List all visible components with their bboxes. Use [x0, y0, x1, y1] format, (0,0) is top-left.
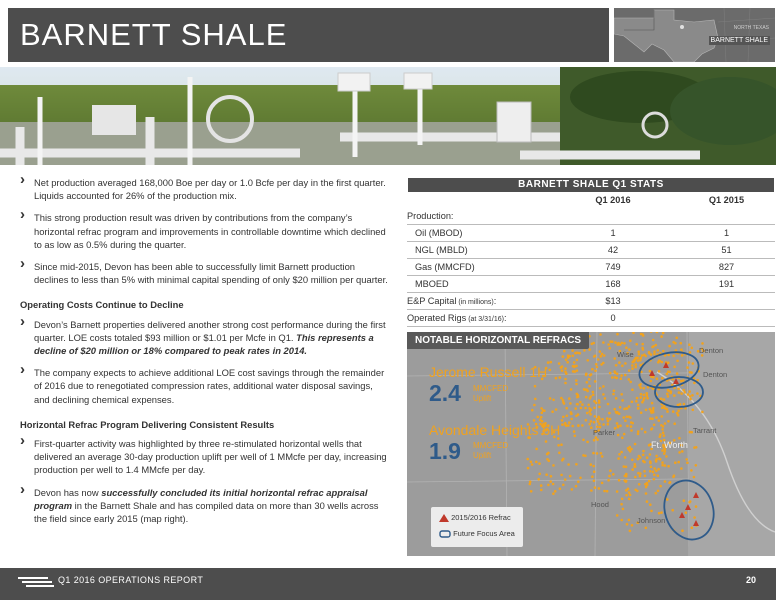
- loe-text: Devon’s Barnett properties delivered another strong cost performance during the first quarter. LOE costs totaled $93 million or $1.01 per Mcfe in Q1.: [34, 318, 386, 343]
- stats-table: [407, 192, 775, 327]
- row-label: MBOED: [407, 276, 548, 293]
- appraisal-text-a: Devon has now: [34, 486, 102, 498]
- wellsite-illustration: [0, 67, 776, 165]
- production-label: Production:: [407, 208, 548, 225]
- refrac-map: [407, 332, 775, 556]
- table-row: [407, 310, 775, 327]
- well2-value: 1.9: [429, 438, 461, 464]
- row-value-2016: 168: [548, 276, 678, 293]
- texas-map-graphic: [614, 8, 775, 62]
- map-legend: [431, 507, 523, 547]
- table-row: [407, 225, 775, 242]
- well2-unit: MMCFED Uplift: [473, 441, 509, 460]
- row-value-2015: 1: [678, 225, 775, 242]
- capex-label: E&P Capital (in millions):: [407, 293, 548, 310]
- place-parker: Parker: [593, 428, 616, 437]
- well1-name: Jerome Russell 1H: [429, 364, 548, 380]
- stats-title: BARNETT SHALE Q1 STATS: [408, 178, 774, 192]
- place-wise: Wise: [617, 350, 634, 359]
- place-hood: Hood: [591, 500, 609, 509]
- row-value-2015: 51: [678, 242, 775, 259]
- page-number: 20: [745, 575, 756, 585]
- table-row: [407, 242, 775, 259]
- row-value-2016: 42: [548, 242, 678, 259]
- appraisal-emphasis: successfully concluded its initial horizontal refrac appraisal program: [34, 486, 368, 511]
- heading-operating-costs: Operating Costs Continue to Decline: [20, 299, 184, 311]
- col-q1-2016: Q1 2016: [595, 195, 631, 205]
- footer: [0, 568, 776, 600]
- locator-small-label: NORTH TEXAS: [733, 25, 769, 31]
- triangle-icon: [439, 514, 449, 522]
- locator-main-label: BARNETT SHALE: [710, 37, 768, 44]
- row-label: NGL (MBLD): [407, 242, 548, 259]
- title-bar: [8, 8, 609, 62]
- legend-focus-area: Future Focus Area: [439, 529, 515, 538]
- narrative-text: [20, 176, 388, 534]
- wellsite-photo: [0, 67, 776, 165]
- row-value-2015: 191: [678, 276, 775, 293]
- stats-production-row: [407, 208, 775, 225]
- bullet-loe-savings: › The company expects to achieve additional LOE cost savings through the remainder of 2016 due to renegotiated compression rates, additional water disposal savings, and declining chemical expenses.: [20, 366, 388, 406]
- texas-locator-map: [614, 8, 775, 62]
- rigs-value: 0: [548, 310, 678, 327]
- place-tarrant: Tarrant: [693, 426, 717, 435]
- stats-header-row: [407, 192, 775, 208]
- well2-name: Avondale Heights 6H: [429, 422, 561, 438]
- table-row: [407, 276, 775, 293]
- focus-area-icon: [439, 530, 451, 538]
- bullet-loe-costs: [20, 318, 388, 358]
- loe-emphasis: This represents a decline of $20 million or 18% compared to peak rates in 2014.: [34, 331, 374, 357]
- bullet-appraisal-program: [20, 486, 388, 526]
- place-denton-county: Denton: [699, 346, 724, 355]
- map-title: NOTABLE HORIZONTAL REFRACS: [407, 332, 589, 349]
- page-title: BARNETT SHALE: [20, 17, 288, 52]
- well1-value: 2.4: [429, 380, 461, 406]
- heading-refrac-program: Horizontal Refrac Program Delivering Consistent Results: [20, 418, 275, 430]
- rigs-label: Operated Rigs (at 3/31/16):: [407, 310, 548, 327]
- logo-icon: [18, 575, 54, 589]
- row-value-2016: 749: [548, 259, 678, 276]
- legend-refrac: 2015/2016 Refrac: [439, 513, 511, 522]
- place-ft-worth: Ft. Worth: [651, 440, 688, 450]
- bullet-refrac-downtime: › This strong production result was driven by contributions from the company’s horizontal refrac program and improvements in controllable downtime which declined to as low as 0.5% during the quarter.: [20, 211, 388, 251]
- row-value-2015: 827: [678, 259, 775, 276]
- bullet-limit-declines: › Since mid-2015, Devon has been able to successfully limit Barnett production declines to less than 5% with minimal capital spending of only $20 million per quarter.: [20, 260, 388, 286]
- appraisal-text-b: in the Barnett Shale and has compiled data on more than 30 wells across the field since early 2015 (map right).: [34, 499, 379, 525]
- footer-report-title: Q1 2016 OPERATIONS REPORT: [58, 575, 204, 585]
- bullet-first-quarter-activity: › First-quarter activity was highlighted by three re-stimulated horizontal wells that delivered an average 30-day production uplift per well of 1 MMcfe per day, increasing production per well to 1.4 MMcfe per day.: [20, 437, 388, 477]
- row-value-2016: 1: [548, 225, 678, 242]
- well1-unit: MMCFED Uplift: [473, 384, 509, 403]
- row-label: Gas (MMCFD): [407, 259, 548, 276]
- place-denton: Denton: [703, 370, 728, 379]
- row-label: Oil (MBOD): [407, 225, 548, 242]
- capex-value: $13: [548, 293, 678, 310]
- col-q1-2015: Q1 2015: [708, 195, 745, 205]
- place-johnson: Johnson: [637, 516, 666, 525]
- table-row: [407, 293, 775, 310]
- bullet-production: › Net production averaged 168,000 Boe per day or 1.0 Bcfe per day in the first quarter. Liquids accounted for 26% of the production mix.: [20, 176, 388, 202]
- table-row: [407, 259, 775, 276]
